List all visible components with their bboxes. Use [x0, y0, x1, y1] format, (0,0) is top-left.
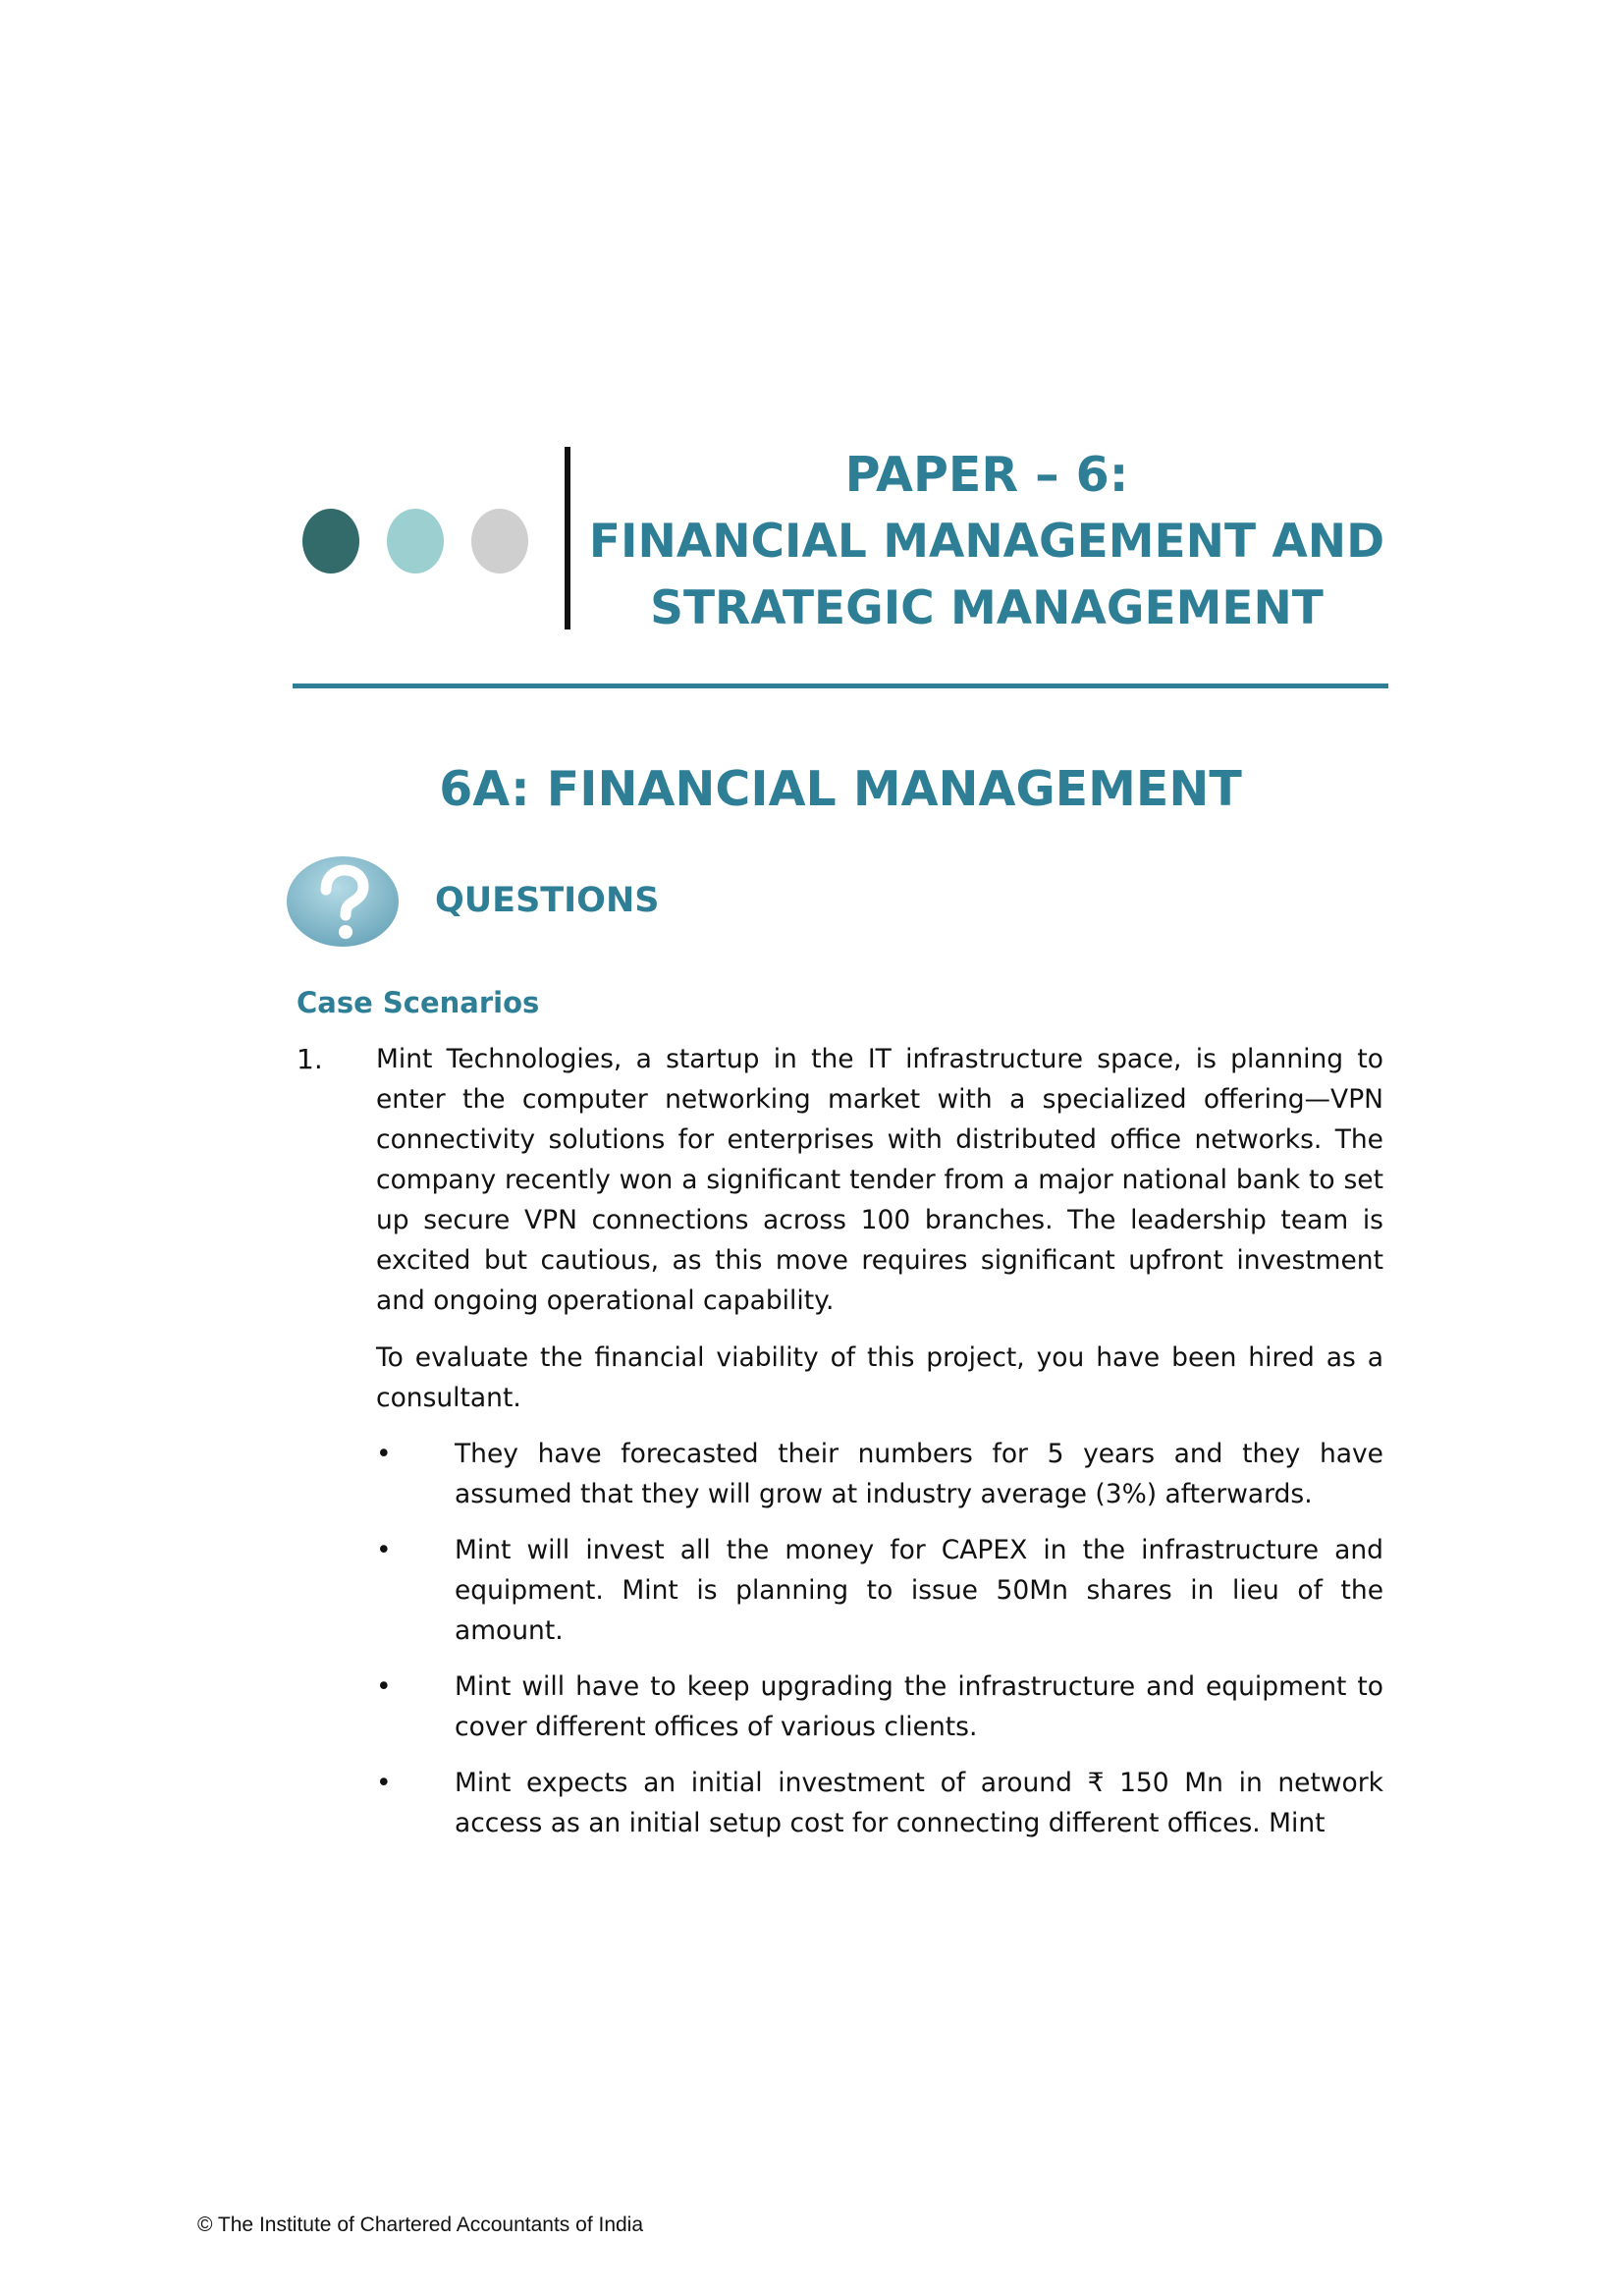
bullet-text: They have forecasted their numbers for 5 years and they have assumed that they will grow at industry average (3%) afterwards. [455, 1439, 1383, 1509]
question-number: 1. [297, 1043, 323, 1075]
paper-title-line3: STRATEGIC MANAGEMENT [650, 581, 1324, 635]
paper-title [574, 442, 1399, 642]
bullet-text: Mint will have to keep upgrading the infrastructure and equipment to cover different offices of various clients. [455, 1671, 1383, 1742]
bullet-icon: • [376, 1439, 392, 1469]
list-item [376, 1667, 1383, 1747]
questions-heading: QUESTIONS [435, 881, 660, 920]
question-paragraph-1: Mint Technologies, a startup in the IT infrastructure space, is planning to enter the computer networking market with a specialized offering—VPN connectivity solutions for enterprises with distributed office networks. The company recently won a significant tender from a major national bank to set up secure VPN connections across 100 branches. The leadership team is excited but cautious, as this move requires significant upfront investment and ongoing operational capability. [376, 1044, 1383, 1316]
title-divider [565, 447, 570, 629]
bullet-text: Mint expects an initial investment of around ₹ 150 Mn in network access as an initial setup cost for connecting different offices. Mint [455, 1768, 1383, 1838]
list-item [376, 1530, 1383, 1651]
paper-title-line1: PAPER – 6: [844, 447, 1129, 503]
section-title: 6A: FINANCIAL MANAGEMENT [439, 761, 1242, 817]
footer-copyright: © The Institute of Chartered Accountants of India [197, 2214, 644, 2236]
question-mark-icon [285, 854, 401, 949]
bullet-icon: • [376, 1535, 392, 1565]
list-item [376, 1434, 1383, 1514]
dot-light-icon [471, 509, 528, 574]
dot-dark-icon [302, 509, 359, 574]
list-item [376, 1763, 1383, 1843]
horizontal-rule [293, 683, 1388, 688]
case-scenarios-heading: Case Scenarios [297, 986, 540, 1019]
paper-title-line2: FINANCIAL MANAGEMENT AND [588, 515, 1385, 569]
bullet-list [376, 1434, 1383, 1859]
bullet-text: Mint will invest all the money for CAPEX in the infrastructure and equipment. Mint is planning to issue 50Mn shares in lieu of the amount. [455, 1535, 1383, 1646]
bullet-icon: • [376, 1671, 392, 1702]
question-paragraph-2: To evaluate the financial viability of this project, you have been hired as a consultant. [376, 1342, 1383, 1413]
dot-mid-icon [387, 509, 444, 574]
bullet-icon: • [376, 1768, 392, 1798]
